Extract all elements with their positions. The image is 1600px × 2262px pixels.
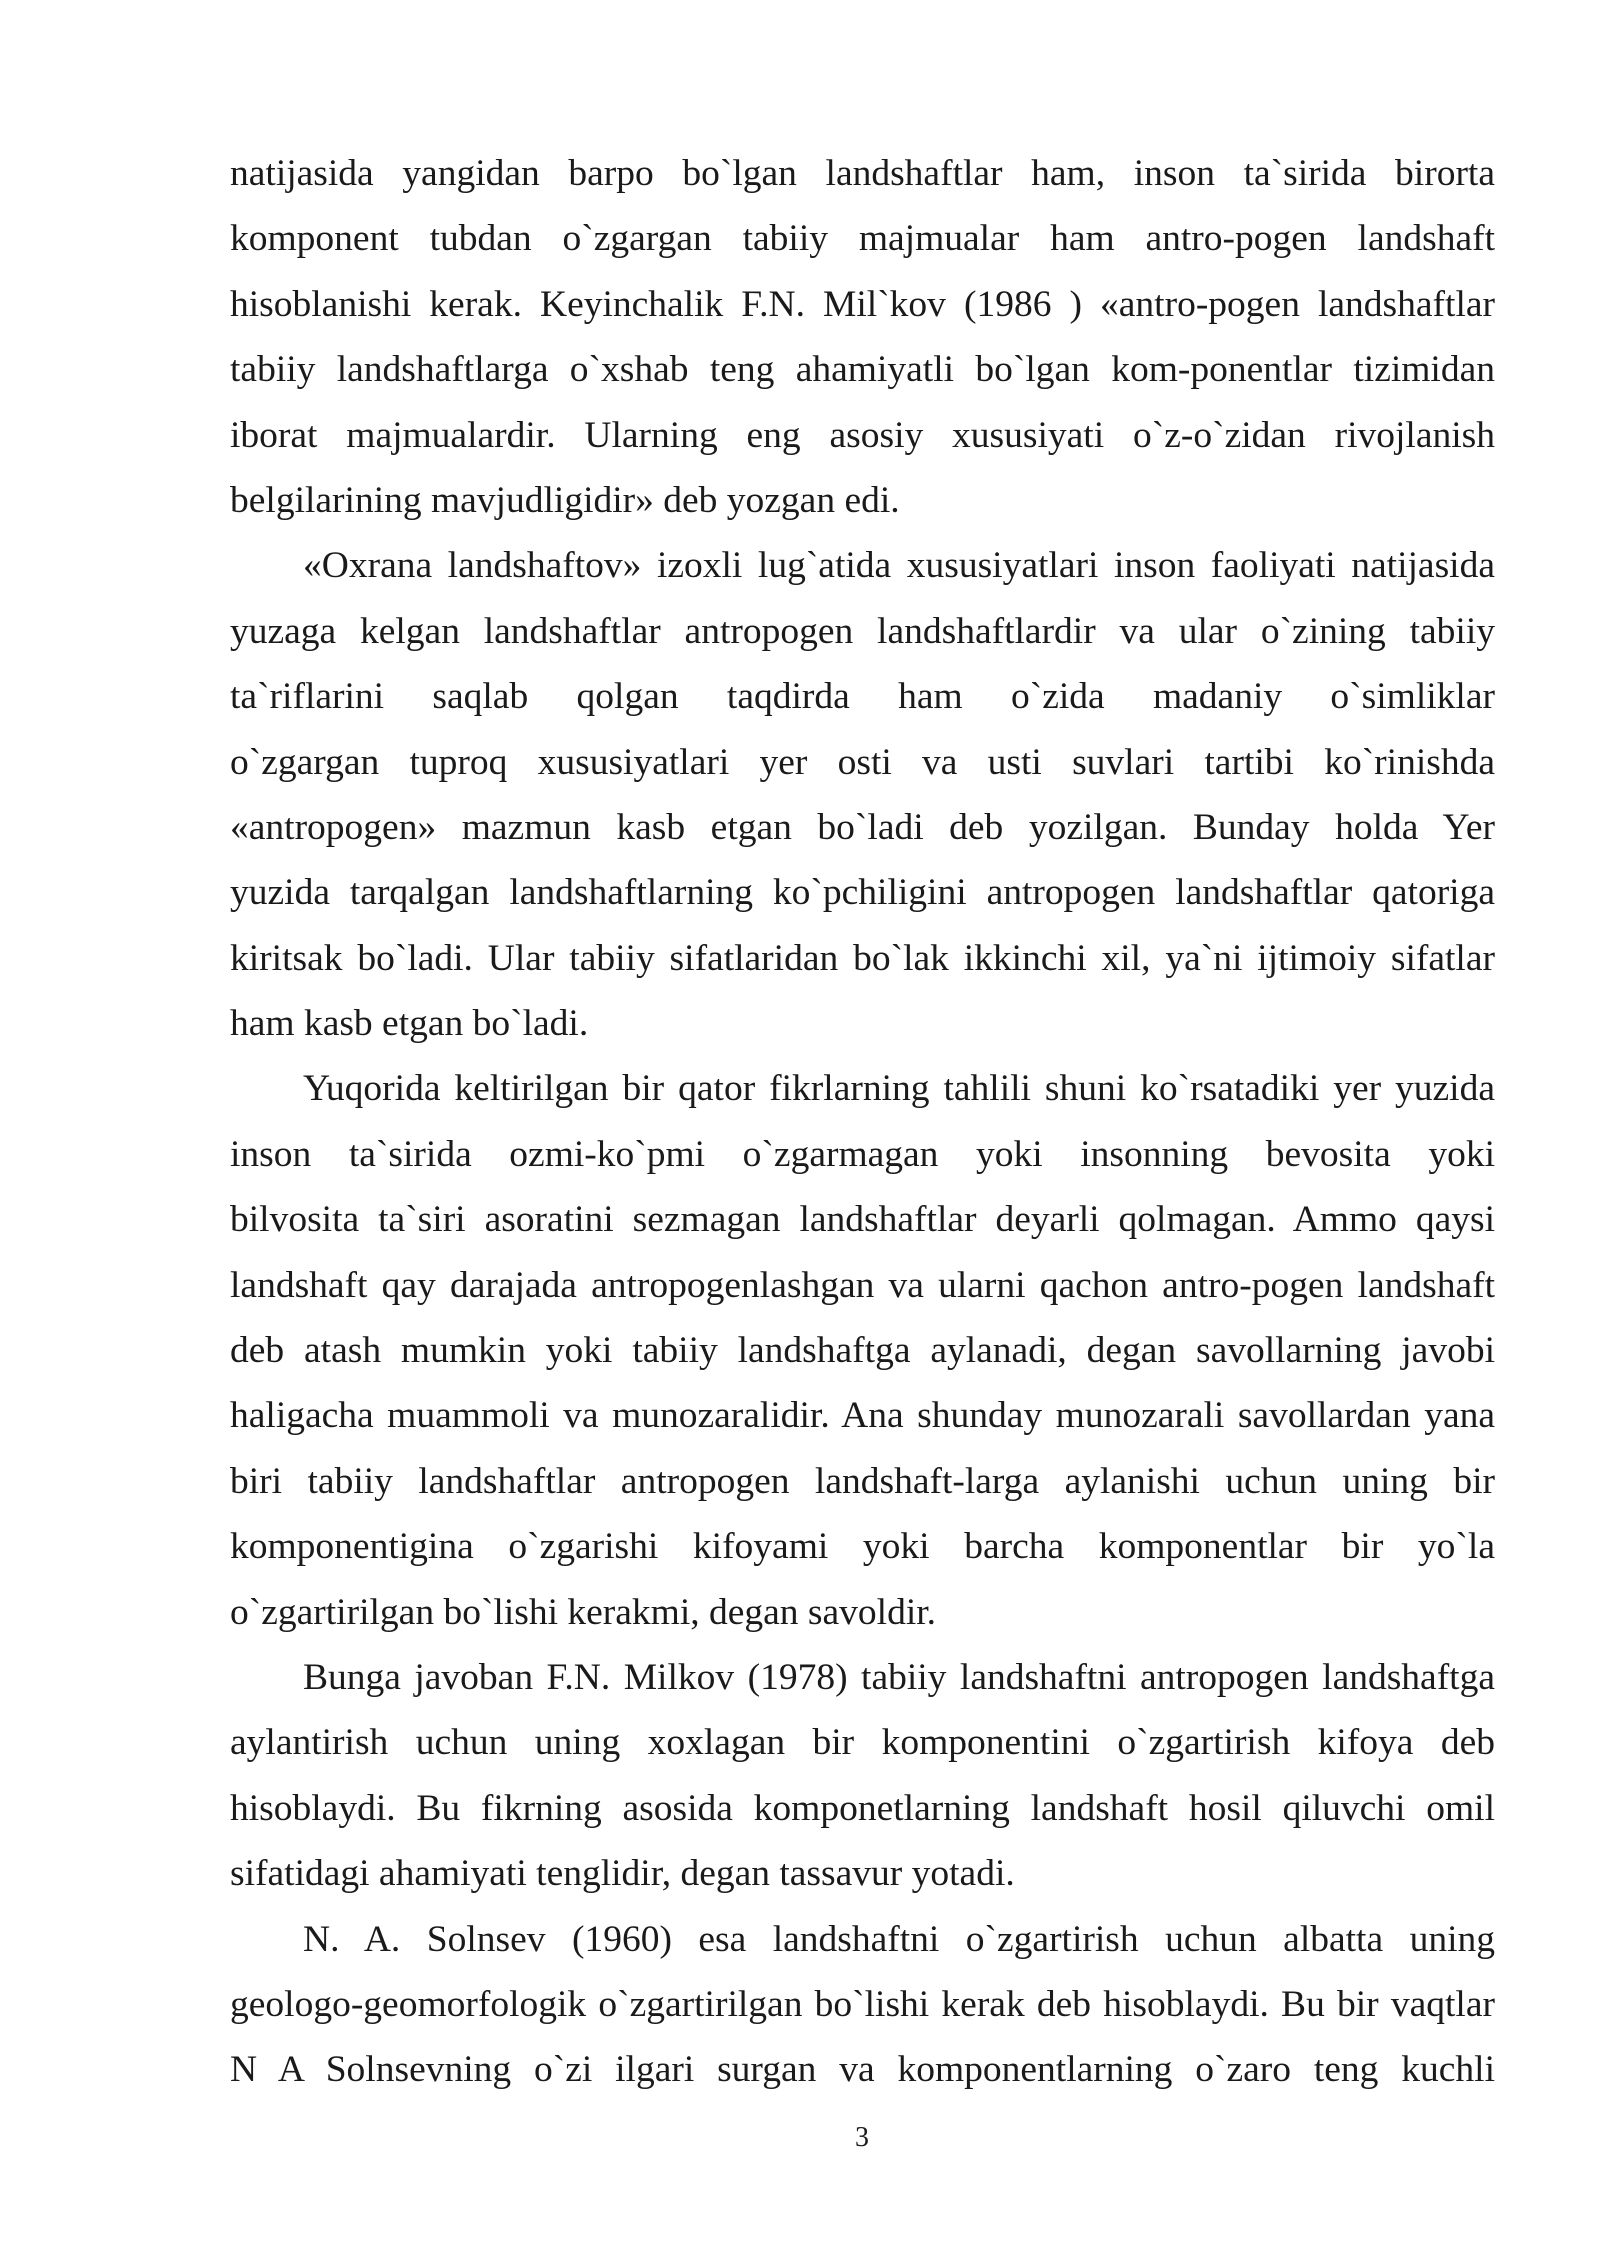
text-line: hisoblanishi kerak. Keyinchalik F.N. Mil`kov (1986 ) «antro-pogen landshaftlar (230, 283, 1495, 325)
document-body (230, 141, 1495, 2103)
paragraph (230, 533, 1495, 1056)
text-line: tabiiy landshaftlarga o`xshab teng ahamiyatli bo`lgan kom-ponentlar tizimidan (230, 349, 1495, 391)
text-line: komponent tubdan o`zgargan tabiiy majmualar ham antro-pogen landshaft (230, 218, 1495, 260)
text-line: belgilarining mavjudligidir» deb yozgan edi. (230, 479, 900, 521)
text-line: komponentigina o`zgarishi kifoyami yoki barcha komponentlar bir yo`la (230, 1526, 1495, 1568)
text-line: bilvosita ta`siri asoratini sezmagan landshaftlar deyarli qolmagan. Ammo qaysi (230, 1199, 1495, 1241)
text-line: yuzaga kelgan landshaftlar antropogen landshaftlardir va ular o`zining tabiiy (230, 610, 1495, 652)
text-line: yuzida tarqalgan landshaftlarning ko`pchiligini antropogen landshaftlar qatoriga (230, 872, 1495, 914)
text-line: iborat majmualardir. Ularning eng asosiy xususiyati o`z-o`zidan rivojlanish (230, 414, 1495, 456)
text-line: N. A. Solnsev (1960) esa landshaftni o`zgartirish uchun albatta uning (303, 1918, 1495, 1960)
text-line: Bunga javoban F.N. Milkov (1978) tabiiy landshaftni antropogen landshaftga (303, 1656, 1495, 1698)
text-line: kiritsak bo`ladi. Ular tabiiy sifatlaridan bo`lak ikkinchi xil, ya`ni ijtimoiy sifatlar (230, 937, 1495, 979)
text-line: ham kasb etgan bo`ladi. (230, 1003, 589, 1045)
text-line: sifatidagi ahamiyati tenglidir, degan tassavur yotadi. (230, 1853, 1015, 1895)
text-line: natijasida yangidan barpo bo`lgan landshaftlar ham, inson ta`sirida birorta (230, 153, 1495, 194)
text-line: Yuqorida keltirilgan bir qator fikrlarning tahlili shuni ko`rsatadiki yer yuzida (303, 1068, 1495, 1110)
text-line: «antropogen» mazmun kasb etgan bo`ladi deb yozilgan. Bunday holda Yer (230, 806, 1495, 848)
text-line: N A Solnsevning o`zi ilgari surgan va komponentlarning o`zaro teng kuchli (230, 2049, 1495, 2091)
text-line: hisoblaydi. Bu fikrning asosida komponetlarning landshaft hosil qiluvchi omil (230, 1787, 1495, 1829)
text-line: landshaft qay darajada antropogenlashgan va ularni qachon antro-pogen landshaft (230, 1264, 1495, 1306)
paragraph (230, 1645, 1495, 1907)
text-line: deb atash mumkin yoki tabiiy landshaftga aylanadi, degan savollarning javobi (230, 1330, 1495, 1372)
paragraph (230, 1056, 1495, 1645)
text-line: «Oxrana landshaftov» izoxli lug`atida xususiyatlari inson faoliyati natijasida (303, 545, 1495, 587)
paragraph (230, 1907, 1495, 2103)
paragraph (230, 141, 1495, 533)
page-number: 3 (855, 2122, 869, 2153)
text-line: haligacha muammoli va munozaralidir. Ana shunday munozarali savollardan yana (230, 1395, 1495, 1437)
text-line: o`zgargan tuproq xususiyatlari yer osti va usti suvlari tartibi ko`rinishda (230, 741, 1495, 783)
text-line: aylantirish uchun uning xoxlagan bir komponentini o`zgartirish kifoya deb (230, 1722, 1495, 1764)
text-line: geologo-geomorfologik o`zgartirilgan bo`lishi kerak deb hisoblaydi. Bu bir vaqtlar (230, 1983, 1495, 2025)
text-line: ta`riflarini saqlab qolgan taqdirda ham o`zida madaniy o`simliklar (230, 676, 1495, 718)
text-line: inson ta`sirida ozmi-ko`pmi o`zgarmagan yoki insonning bevosita yoki (230, 1133, 1495, 1175)
text-line: biri tabiiy landshaftlar antropogen landshaft-larga aylanishi uchun uning bir (230, 1460, 1495, 1502)
text-line: o`zgartirilgan bo`lishi kerakmi, degan savoldir. (230, 1591, 937, 1633)
